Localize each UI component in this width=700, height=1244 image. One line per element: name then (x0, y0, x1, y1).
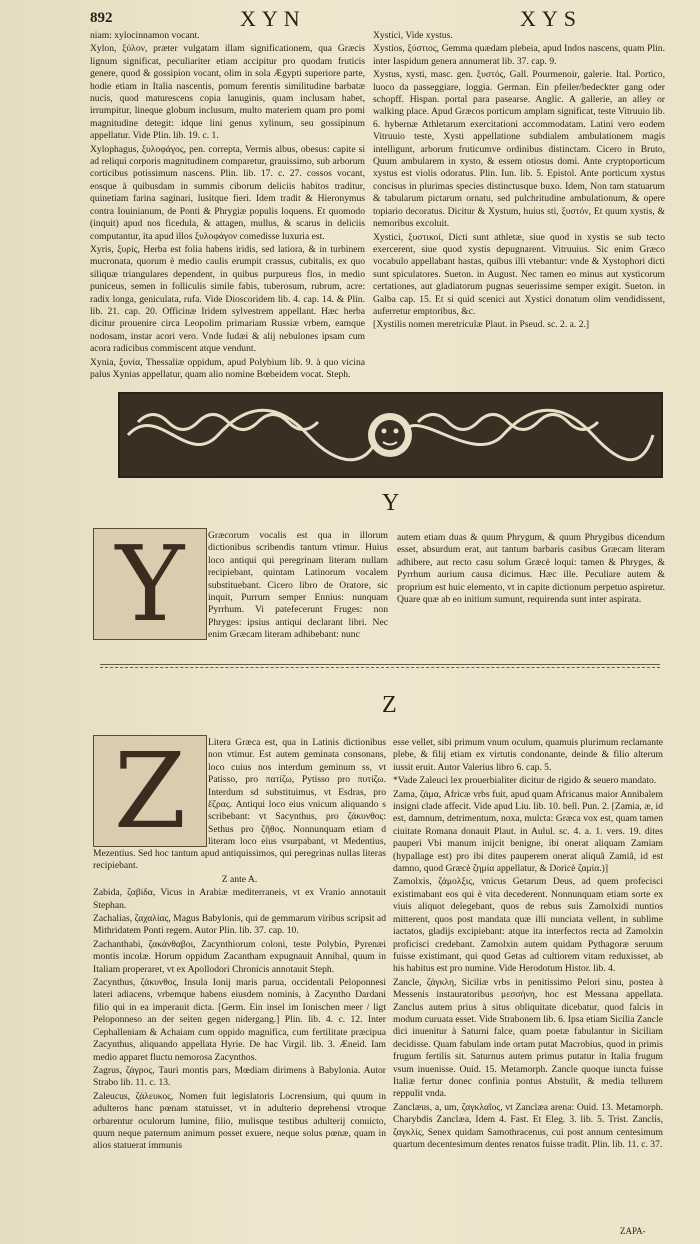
entry-text: Zama, ζάμα, Africæ vrbs fuit, apud quam Africanus maior Annibalem insigni clade affecit. Vide apud Liu. lib. 10. bell. Pun. 2. [Zamia, æ, id est, damnum, detrimentum, noxa, mulcta: Græca vox est, quam tamen ciuitate Romana donauit Plaut. in Aulul. sc. 4. a. 1. vers. 19. dites pauperi Vbi manum inijcit benigne, ibi onerat aliquam Zamiam (hypallage est) pro ibi dites pauperem onerat aliquâ Zamiâ, id est damno, quod Græcè ζημία appellatur, & Doricè ζαμία.)] (393, 788, 663, 875)
entry-text: Xylophagus, ξυλοφάγος, pen. correpta, Vermis albus, obesus: capite si ad reliqui corporis magnitudinem comparetur, grauissimo, sub arborum corticibus potissimum nascens. Plin. lib. 17. c. 27. cossos vocant, eosque à quibusdam in summis ciborum deliciis habitos traditur, quinetiam farina saginari, lusitque fieri. Idem tradit & Hieronymus contra Iouinianum, de Ponti & Phrygiæ populis loquens. Et quomodo (inquit) apud nos ficedula, & attagen, mullus, & scarus in deliciis computantur, ita apud illos ξυλοφάγον comedisse luxuria est. (90, 143, 365, 242)
section-letter-z: Z (382, 692, 397, 718)
entry-text: Litera Græca est, qua in Latinis dictionibus non vtimur. Est autem geminata consonans, loco cuius nos interdum geminum ss, vt Patisso, pro πατίζω, Pytisso pro πυτίζω. Interdum sd substituimus, vt Esdras, pro ἔζρας. Antiqui loco eius vnicum aliquando s scribebant: vt Sacynthus, pro ζάκυνθος: Sethus pro ζῆθος. Nonnunquam etiam d literam loco eius vsurpabant, vt Medentius, (208, 737, 386, 847)
entry-text: Xystus, xysti, masc. gen. ξυστός, Gall. Pourmenoir, galerie. Ital. Portico, luoco da passeggiare, loggia. German. Ein pfeiler/bedeckter gang oder schopff. Hispan. portal para pasearse. Anglic. A gallerie, an alley or walking place. Apud Græcos porticum amplam significat, teste Vitruuio lib. 6. hybernæ Athletarum exercitationi accommodatam. Latini vero eodem Vitruuio teste, Xysti appellatione subdialem ambulationem magis intelligunt, arborum fruticumve ordinibus distinctam. Cicero in Bruto, Quum ambularem in xysto, & essem otiosus domi. Ante cryptoporticum xystus est violis odoratus. Plin. Iun. lib. 5. Epistol. Ante porticum xystus concisus in plurimas species distinctusque buxo. Idem, Non tam statuarum & tabularum pictarum ornatu, sed pulchritudine ambulationum, & opere topiario decoratus. Dicitur & Xystum, huius sti, ξυστόν, Et quum xystis, & nemoribus excoluit. (373, 69, 665, 230)
column-right-top (373, 30, 665, 380)
section-y-right (397, 532, 665, 662)
entry-text: Zabida, ζαβίδα, Vicus in Arabiæ mediterraneis, vt ex Vranio annotauit Stephan. (93, 887, 386, 911)
entry-text: niam: xylocinnamon vocant. (90, 30, 200, 41)
section-z-intro (208, 737, 386, 847)
entry-text: Xynia, ξυνία, Thessaliæ oppidum, apud Polybium lib. 9. à quo vicina palus Xynias appellatur, quam alio nomine Bœbeidem vocat. Steph. (90, 356, 365, 380)
entry-text: Zamolxis, ζάμολξις, vnicus Getarum Deus, ad quem profecisci existimabant eos qui è vita decederent. Nonnunquam etiam sorte ex viuis aliquot delegebant, quos de rebus suis Zamolxidi nuntios mitterent, quos post mandata quæ illi nunciata vellent, in sublime iactatos, gladijs excipiebant: atque ita interfectos recta ad Zamolxin proficisci credebant. Zamolxin autem quidam Pythagoræ seruum fuisse existimant, qui quod Getas ad cultiorem vitam reduxisset, ab his habitus est pro numine. Vide Herodotum Histor. lib. 4. (393, 876, 663, 975)
entry-text: Zagrus, ζάγρος, Tauri montis pars, Mœdiam dirimens à Babylonia. Autor Strabo lib. 11. c. 13. (93, 1064, 386, 1089)
header-right-word: XYS (520, 6, 583, 31)
entry-text: Zancle, ζάγκλη, Siciliæ vrbs in penitissimo Pelori sinu, postea à Messenis instauratoribus μεσσήνη, hoc est Messana appellata. Zanclus autem prius à situs obliquitate dicebatur, quod falcis in modum curuata esset. Vide Strabonem lib. 6. Ipsa etiam Sicilia Zancle dici inuenitur à Saturni falce, quam poetæ fabulantur in Siciliam decidisse. Quam fabulam inde ortam putat Macrobius, quod in primis frugum fertilis sit. Saturnus autem primus putatur in Italia frugum vsum inuenisse. Ouid. 15. Metamorph. Zancle quoque iuncta fuisse Italiæ fertur donec confinia pontus Abstulit, & media tellurem reppulit vnda. (393, 976, 663, 1100)
entry-text: Xystici, ξυστικοί, Dicti sunt athletæ, siue quod in xystis se sub tecto exercerent, siue quod xystis depugnarent. Vitruuius. Sic enim Græco vocabulo appellabant hastas, quibus illi vtebantur: vnde & Xystophori dicti sunt spiculatores. Sueton. in August. Nec tamen eo minus aut xysticorum certationes, aut gladiatorum pugnas seuerissime semper exigit. Sueton. in Galba cap. 15. Et si quid scenici aut Xystici donatum olim vendidissent, auferretur emptoribus, &c. (373, 231, 665, 317)
entry-text: Zachalias, ζαχαλίας, Magus Babylonis, qui de gemmarum viribus scripsit ad Mithridatem Ponti regem. Autor Plin. lib. 37. cap. 10. (93, 913, 386, 937)
page-number: 892 (90, 10, 113, 26)
entry-text: *Vade Zaleuci lex prouerbialiter dicitur de rigido & seuero mandato. (393, 775, 657, 787)
rule-dashed (100, 667, 660, 669)
ornament-divider (118, 392, 663, 478)
section-z-right (393, 737, 663, 1237)
drop-cap-z: Z (93, 735, 207, 847)
subheading: Z ante A. (221, 873, 258, 885)
entry-text: esse vellet, sibi primum vnum oculum, quamuis plurimum reclamante plebe, & filij etiam ex virtutis condonante, deinde & filio alterum iussit eruit. Autor Valerius libro 6. cap. 5. (393, 737, 663, 773)
section-z-left (93, 848, 386, 1240)
header-left-word: XYN (240, 6, 306, 31)
entry-text: autem etiam duas & quum Phrygum, & quum Phrygibus dicendum esset, absurdum erat, aut tantum barbaris casibus Græcam literam adhibere, aut recto casu solum Græcè loqui: tamen & Phryges, & Pyrrhum aurium causa dicimus. Hæc ille. Peculiare autem & proprium est huic elemento, vt in capite dictionum perpetuo aspiretur. Quare quæ ab eo initium sumunt, requirenda sunt inter aspirata. (397, 532, 665, 606)
entry-text: Xystios, ξύστιος, Gemma quædam plebeia, apud Indos nascens, quam Plin. inter Iaspidum genera annumerat lib. 37. cap. 9. (373, 43, 665, 67)
rule (100, 664, 660, 666)
entry-text: [Xystilis nomen meretriculæ Plaut. in Pseud. sc. 2. a. 2.] (373, 319, 590, 331)
entry-text: Zacynthus, ζάκυνθος, Insula Ionij maris parua, occidentali Peloponnesi lateri adiacens, vrbemque habens eiusdem nominis, à Zacyntho Dardani filio qui in ea imperauit dicta. [Germ. Ein insel im Ionischen meer / ligt Peloponneso an der seiten gegen nidergang.] Plin. lib. 4. c. 12. Inter Cephalleniam & Achaiam cum oppido magnifica, cum fertilitate præcipua Zacynthus, aliquando appellata Hyrie. De hac Virgil. lib. 3. Æneid. Iam medio apparet fluctu nemorosa Zacynthos. (93, 977, 386, 1063)
column-left-top (90, 30, 365, 380)
entry-text: Mezentius. Sed hoc tantum apud antiquissimos, qui peregrinas nullas literas recipiebant. (93, 848, 386, 872)
entry-text: Zachanthabi, ζακάνθαβοι, Zacynthiorum coloni, teste Polybio, Pyrenæi montis incolæ. Horum oppidum Zacantham expugnauit Annibal, quum in Italiam properaret, vt ex Apollodori Chronicis annotauit Steph. (93, 938, 386, 975)
section-letter-y: Y (382, 490, 400, 516)
entry-text: Xylon, ξύλον, præter vulgatam illam significationem, qua Græcis lignum significat, peculiariter etiam accipitur pro quodam fruticis genere, quod & gossipion vocant, olim in sola Ægypti superiore parte, hodie etiam in Italia nascentis, pomum ferentis similitudine barbatæ nucis, quod maturescens copia lanuginis, quam inclusam habet, irrumpitur, lineque globum inclusum, multo materiem quam pro pomi magnitudine detegit: idque lini genus xylinum, seu gossipinum appellatur. Vide Plin. lib. 19. c. 1. (90, 43, 365, 142)
entry-text: Xysticì, Vide xystus. (373, 30, 453, 41)
entry-text: Xyris, ξυρίς, Herba est folia habens iridis, sed latiora, & in turbinem mucronata, quorum è medio caulis erumpit crassus, cubitalis, ex quo siliquæ triangulares dependent, in quibus purpureus flos, in medio puniceus, semen in folliculis simile fabis, tuberosum, rubrum, acre: radix longa, geniculata, rufa. Vide Dioscoridem lib. 4. cap. 14. & Plin. lib. 21. cap. 20. Officinæ Iridem sylvestrem appellant. Hæc herba dicitur prouenire circa Leopolim primariam Russiæ vrbem, eamque nodosam, instar acori vero. Vnde Iudæi & alij nebulones ipsam cum acora radicibus commiscent atque vendunt. (90, 243, 365, 355)
entry-text: Zaleucus, ζάλευκος, Nomen fuit legislatoris Locrensium, qui quum in adulteros hanc pœnam statuisset, vt in adulterio deprehensi vtroque orbarentur oculorum lumine, filio, mulisque testibus adulterij conuicto, quum neque paternum animum posset exuere, neque solus pœnæ, quam in alios statuerat immunis (93, 1090, 386, 1152)
drop-cap-y: Y (93, 528, 207, 640)
catchword: ZAPA- (620, 1226, 646, 1236)
entry-text: Zanclæus, a, um, ζαγκλαῖος, vt Zanclæa arena: Ouid. 13. Metamorph. Charybdis Zanclæa, Idem 4. Fast. Et Eleg. 3. lib. 5. Trist. Zanclis, ζαγκλίς, Senex quidam Samothracenus, cui post annum centesimum quartum decentesimum dentes renatos fuisse tradit. Plin. lib. 11. c. 37. (393, 1101, 663, 1150)
section-y-left (208, 530, 388, 660)
entry-text: Græcorum vocalis est qua in illorum dictionibus scribendis tantum vtimur. Huius loco antiqui qui peregrinam literam nullam recipiebant, quintam Latinorum vocalem substituebant. Cicero libro de Oratore, sic inquit, Purrum semper Ennius: nunquam Pyrrhum. Vi patefecerunt Fruges: non Phryges: ipsius antiqui declarant libri. Nec enim Græcam literam adhibebant: nunc (208, 530, 388, 641)
